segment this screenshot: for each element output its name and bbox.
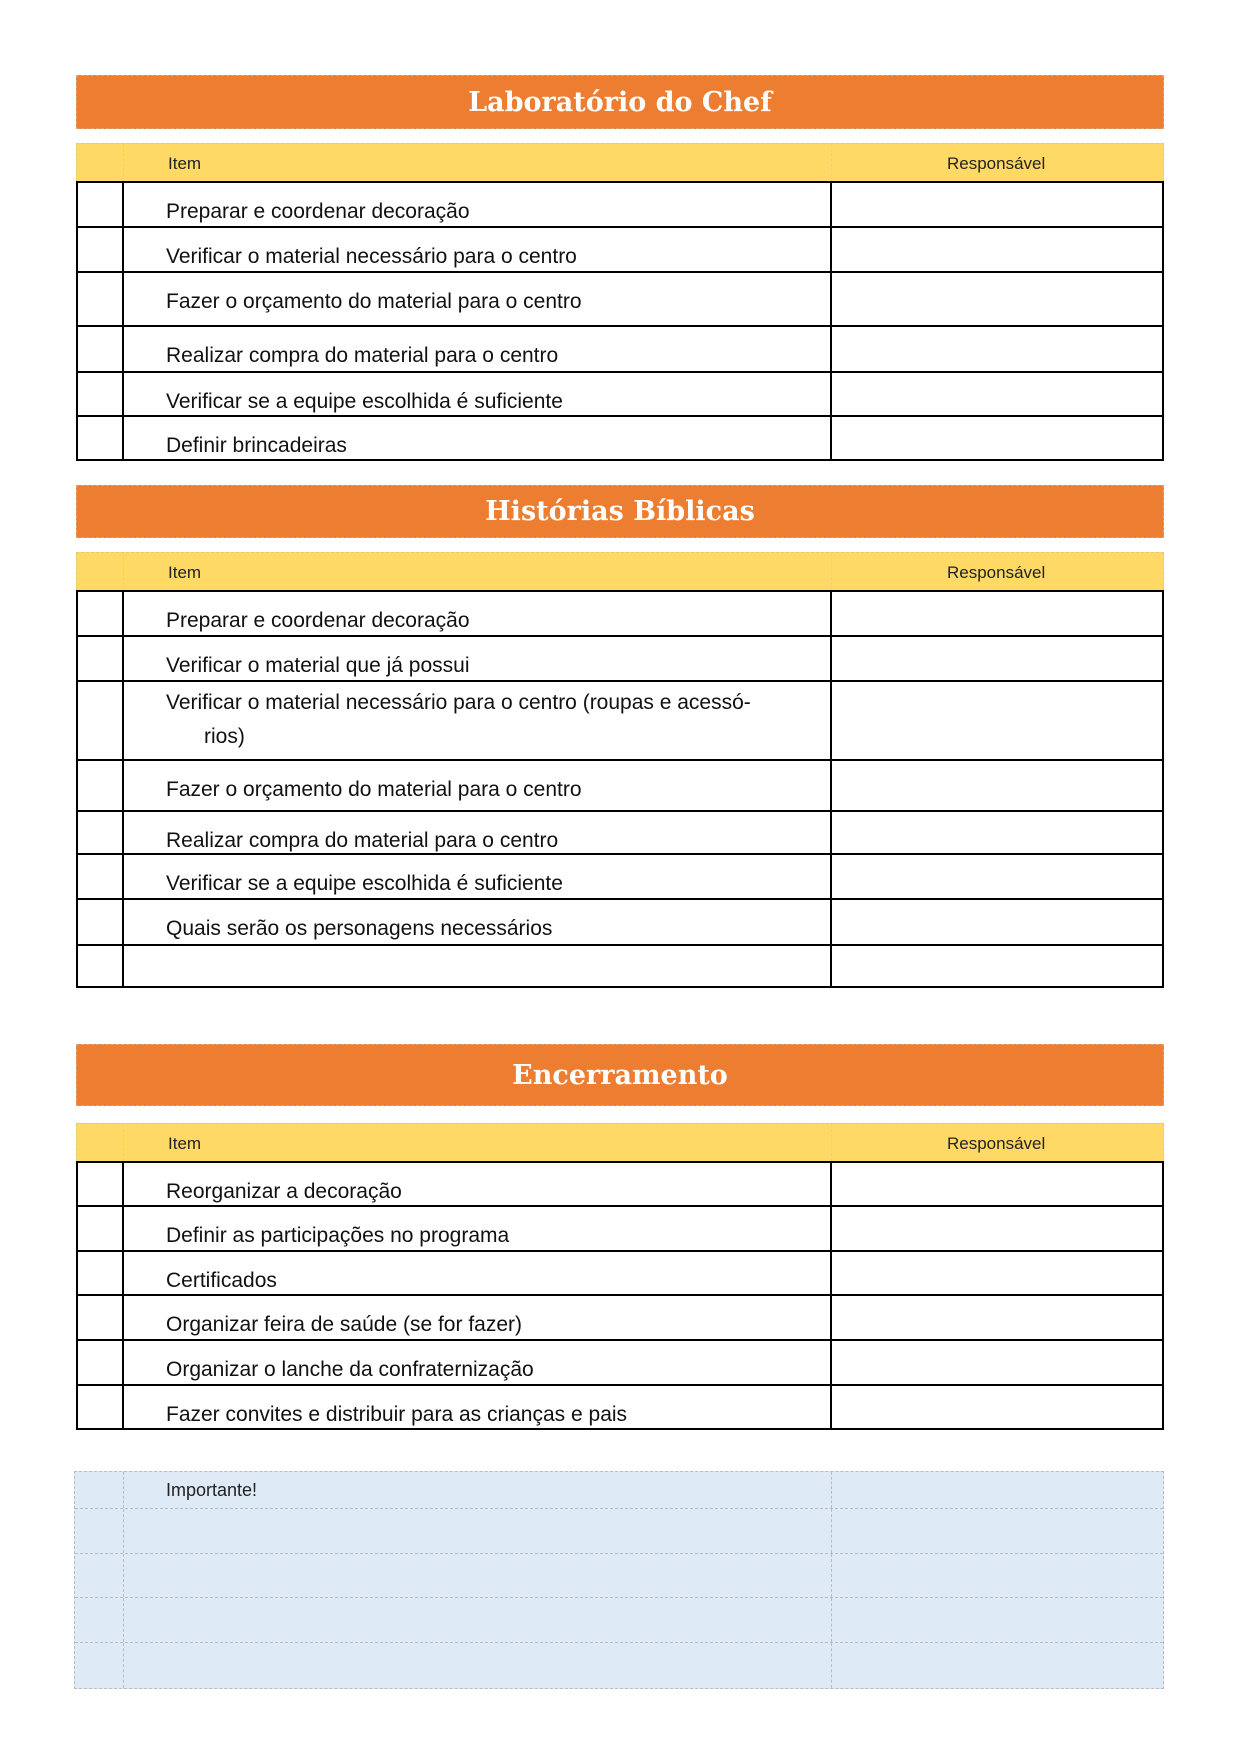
item-cell: Verificar o material que já possui xyxy=(124,637,832,680)
column-divider xyxy=(831,553,832,590)
item-cell: Definir brincadeiras xyxy=(124,417,832,459)
responsible-cell[interactable] xyxy=(832,855,1162,898)
checklist-table xyxy=(76,1161,1164,1430)
item-cell: Fazer o orçamento do material para o centro xyxy=(124,761,832,810)
checklist-section xyxy=(76,1044,1164,1430)
notes-table xyxy=(74,1471,1164,1689)
checkbox-cell[interactable] xyxy=(78,592,124,635)
item-cell: Fazer o orçamento do material para o centro xyxy=(124,273,832,325)
notes-cell[interactable] xyxy=(832,1598,1163,1642)
responsible-cell[interactable] xyxy=(832,273,1162,325)
responsible-cell[interactable] xyxy=(832,682,1162,759)
item-cell: Organizar o lanche da confraternização xyxy=(124,1341,832,1384)
checkbox-cell[interactable] xyxy=(78,761,124,810)
notes-cell[interactable] xyxy=(124,1554,832,1597)
column-header-item: Item xyxy=(168,1134,202,1153)
responsible-cell[interactable] xyxy=(832,228,1162,271)
item-cell: Definir as participações no programa xyxy=(124,1207,832,1250)
table-row xyxy=(78,373,1162,417)
checkbox-cell[interactable] xyxy=(78,1163,124,1205)
responsible-cell[interactable] xyxy=(832,1207,1162,1250)
notes-cell[interactable] xyxy=(75,1554,124,1597)
item-cell: Certificados xyxy=(124,1252,832,1294)
item-cell: Realizar compra do material para o centro xyxy=(124,812,832,853)
item-text-continued: rios) xyxy=(204,725,245,748)
table-row xyxy=(78,1163,1162,1207)
table-row xyxy=(78,1252,1162,1296)
notes-cell[interactable] xyxy=(75,1598,124,1642)
checklist-section xyxy=(76,485,1164,988)
checkbox-cell[interactable] xyxy=(78,946,124,986)
column-header-responsible: Responsável xyxy=(947,154,1046,173)
table-row xyxy=(78,592,1162,637)
checkbox-cell[interactable] xyxy=(78,855,124,898)
responsible-cell[interactable] xyxy=(832,761,1162,810)
item-cell: Verificar o material necessário para o centro xyxy=(124,228,832,271)
item-cell xyxy=(124,682,832,759)
notes-cell[interactable] xyxy=(75,1643,124,1688)
table-row xyxy=(78,900,1162,946)
checkbox-cell[interactable] xyxy=(78,1296,124,1339)
notes-cell[interactable] xyxy=(832,1554,1163,1597)
checkbox-cell[interactable] xyxy=(78,1252,124,1294)
notes-cell[interactable] xyxy=(75,1509,124,1553)
column-divider xyxy=(123,144,124,181)
checkbox-cell[interactable] xyxy=(78,327,124,371)
item-cell: Verificar se a equipe escolhida é suficiente xyxy=(124,855,832,898)
notes-row xyxy=(75,1598,1163,1643)
column-divider xyxy=(123,553,124,590)
checklist-table xyxy=(76,181,1164,461)
section-title: Laboratório do Chef xyxy=(76,75,1164,129)
responsible-cell[interactable] xyxy=(832,1296,1162,1339)
notes-row xyxy=(75,1472,1163,1509)
item-text: Verificar o material necessário para o centro (roupas e acessó- xyxy=(166,691,751,714)
notes-row xyxy=(75,1509,1163,1554)
table-row xyxy=(78,812,1162,855)
item-cell: Preparar e coordenar decoração xyxy=(124,592,832,635)
responsible-cell[interactable] xyxy=(832,1163,1162,1205)
column-header-responsible: Responsável xyxy=(947,1134,1046,1153)
item-cell: Preparar e coordenar decoração xyxy=(124,183,832,226)
table-row xyxy=(78,1207,1162,1252)
responsible-cell[interactable] xyxy=(832,900,1162,944)
column-divider xyxy=(123,1124,124,1161)
checkbox-cell[interactable] xyxy=(78,900,124,944)
notes-cell[interactable] xyxy=(124,1643,832,1688)
checkbox-cell[interactable] xyxy=(78,183,124,226)
column-header-item: Item xyxy=(168,154,202,173)
responsible-cell[interactable] xyxy=(832,637,1162,680)
table-row xyxy=(78,1386,1162,1430)
checkbox-cell[interactable] xyxy=(78,637,124,680)
responsible-cell[interactable] xyxy=(832,1386,1162,1428)
notes-cell[interactable] xyxy=(832,1472,1163,1508)
notes-cell[interactable] xyxy=(832,1509,1163,1553)
responsible-cell[interactable] xyxy=(832,812,1162,853)
table-row xyxy=(78,228,1162,273)
checkbox-cell[interactable] xyxy=(78,373,124,415)
table-row xyxy=(78,327,1162,373)
responsible-cell[interactable] xyxy=(832,592,1162,635)
notes-cell[interactable] xyxy=(124,1509,832,1553)
table-row xyxy=(78,682,1162,761)
table-row xyxy=(78,273,1162,327)
checkbox-cell[interactable] xyxy=(78,1207,124,1250)
responsible-cell[interactable] xyxy=(832,373,1162,415)
table-row xyxy=(78,183,1162,228)
notes-cell[interactable] xyxy=(75,1472,124,1508)
table-row xyxy=(78,1341,1162,1386)
item-cell: Organizar feira de saúde (se for fazer) xyxy=(124,1296,832,1339)
checkbox-cell[interactable] xyxy=(78,682,124,759)
table-header xyxy=(76,143,1164,181)
section-title: Histórias Bíblicas xyxy=(76,485,1164,538)
responsible-cell[interactable] xyxy=(832,183,1162,226)
checkbox-cell[interactable] xyxy=(78,1341,124,1384)
table-row xyxy=(78,1296,1162,1341)
item-cell: Quais serão os personagens necessários xyxy=(124,900,832,944)
table-row xyxy=(78,855,1162,900)
table-row xyxy=(78,637,1162,682)
responsible-cell[interactable] xyxy=(832,946,1162,986)
column-header-item: Item xyxy=(168,563,202,582)
notes-cell[interactable] xyxy=(124,1598,832,1642)
checkbox-cell[interactable] xyxy=(78,1386,124,1428)
responsible-cell[interactable] xyxy=(832,327,1162,371)
notes-row xyxy=(75,1554,1163,1598)
responsible-cell[interactable] xyxy=(832,417,1162,459)
responsible-cell[interactable] xyxy=(832,1341,1162,1384)
section-title: Encerramento xyxy=(76,1044,1164,1106)
item-cell: Verificar se a equipe escolhida é suficiente xyxy=(124,373,832,415)
column-header-responsible: Responsável xyxy=(947,563,1046,582)
table-row xyxy=(78,417,1162,461)
item-cell: Reorganizar a decoração xyxy=(124,1163,832,1205)
checklist-section xyxy=(76,75,1164,461)
checkbox-cell[interactable] xyxy=(78,417,124,459)
table-header xyxy=(76,1123,1164,1161)
checkbox-cell[interactable] xyxy=(78,812,124,853)
table-row xyxy=(78,761,1162,812)
responsible-cell[interactable] xyxy=(832,1252,1162,1294)
checkbox-cell[interactable] xyxy=(78,228,124,271)
checkbox-cell[interactable] xyxy=(78,273,124,325)
item-cell: Fazer convites e distribuir para as crianças e pais xyxy=(124,1386,832,1428)
table-header xyxy=(76,552,1164,590)
notes-label: Importante! xyxy=(124,1472,832,1508)
checklist-table xyxy=(76,590,1164,988)
notes-row xyxy=(75,1643,1163,1688)
notes-cell[interactable] xyxy=(832,1643,1163,1688)
column-divider xyxy=(831,1124,832,1161)
item-cell: Realizar compra do material para o centro xyxy=(124,327,832,371)
column-divider xyxy=(831,144,832,181)
item-cell xyxy=(124,946,832,986)
table-row xyxy=(78,946,1162,988)
